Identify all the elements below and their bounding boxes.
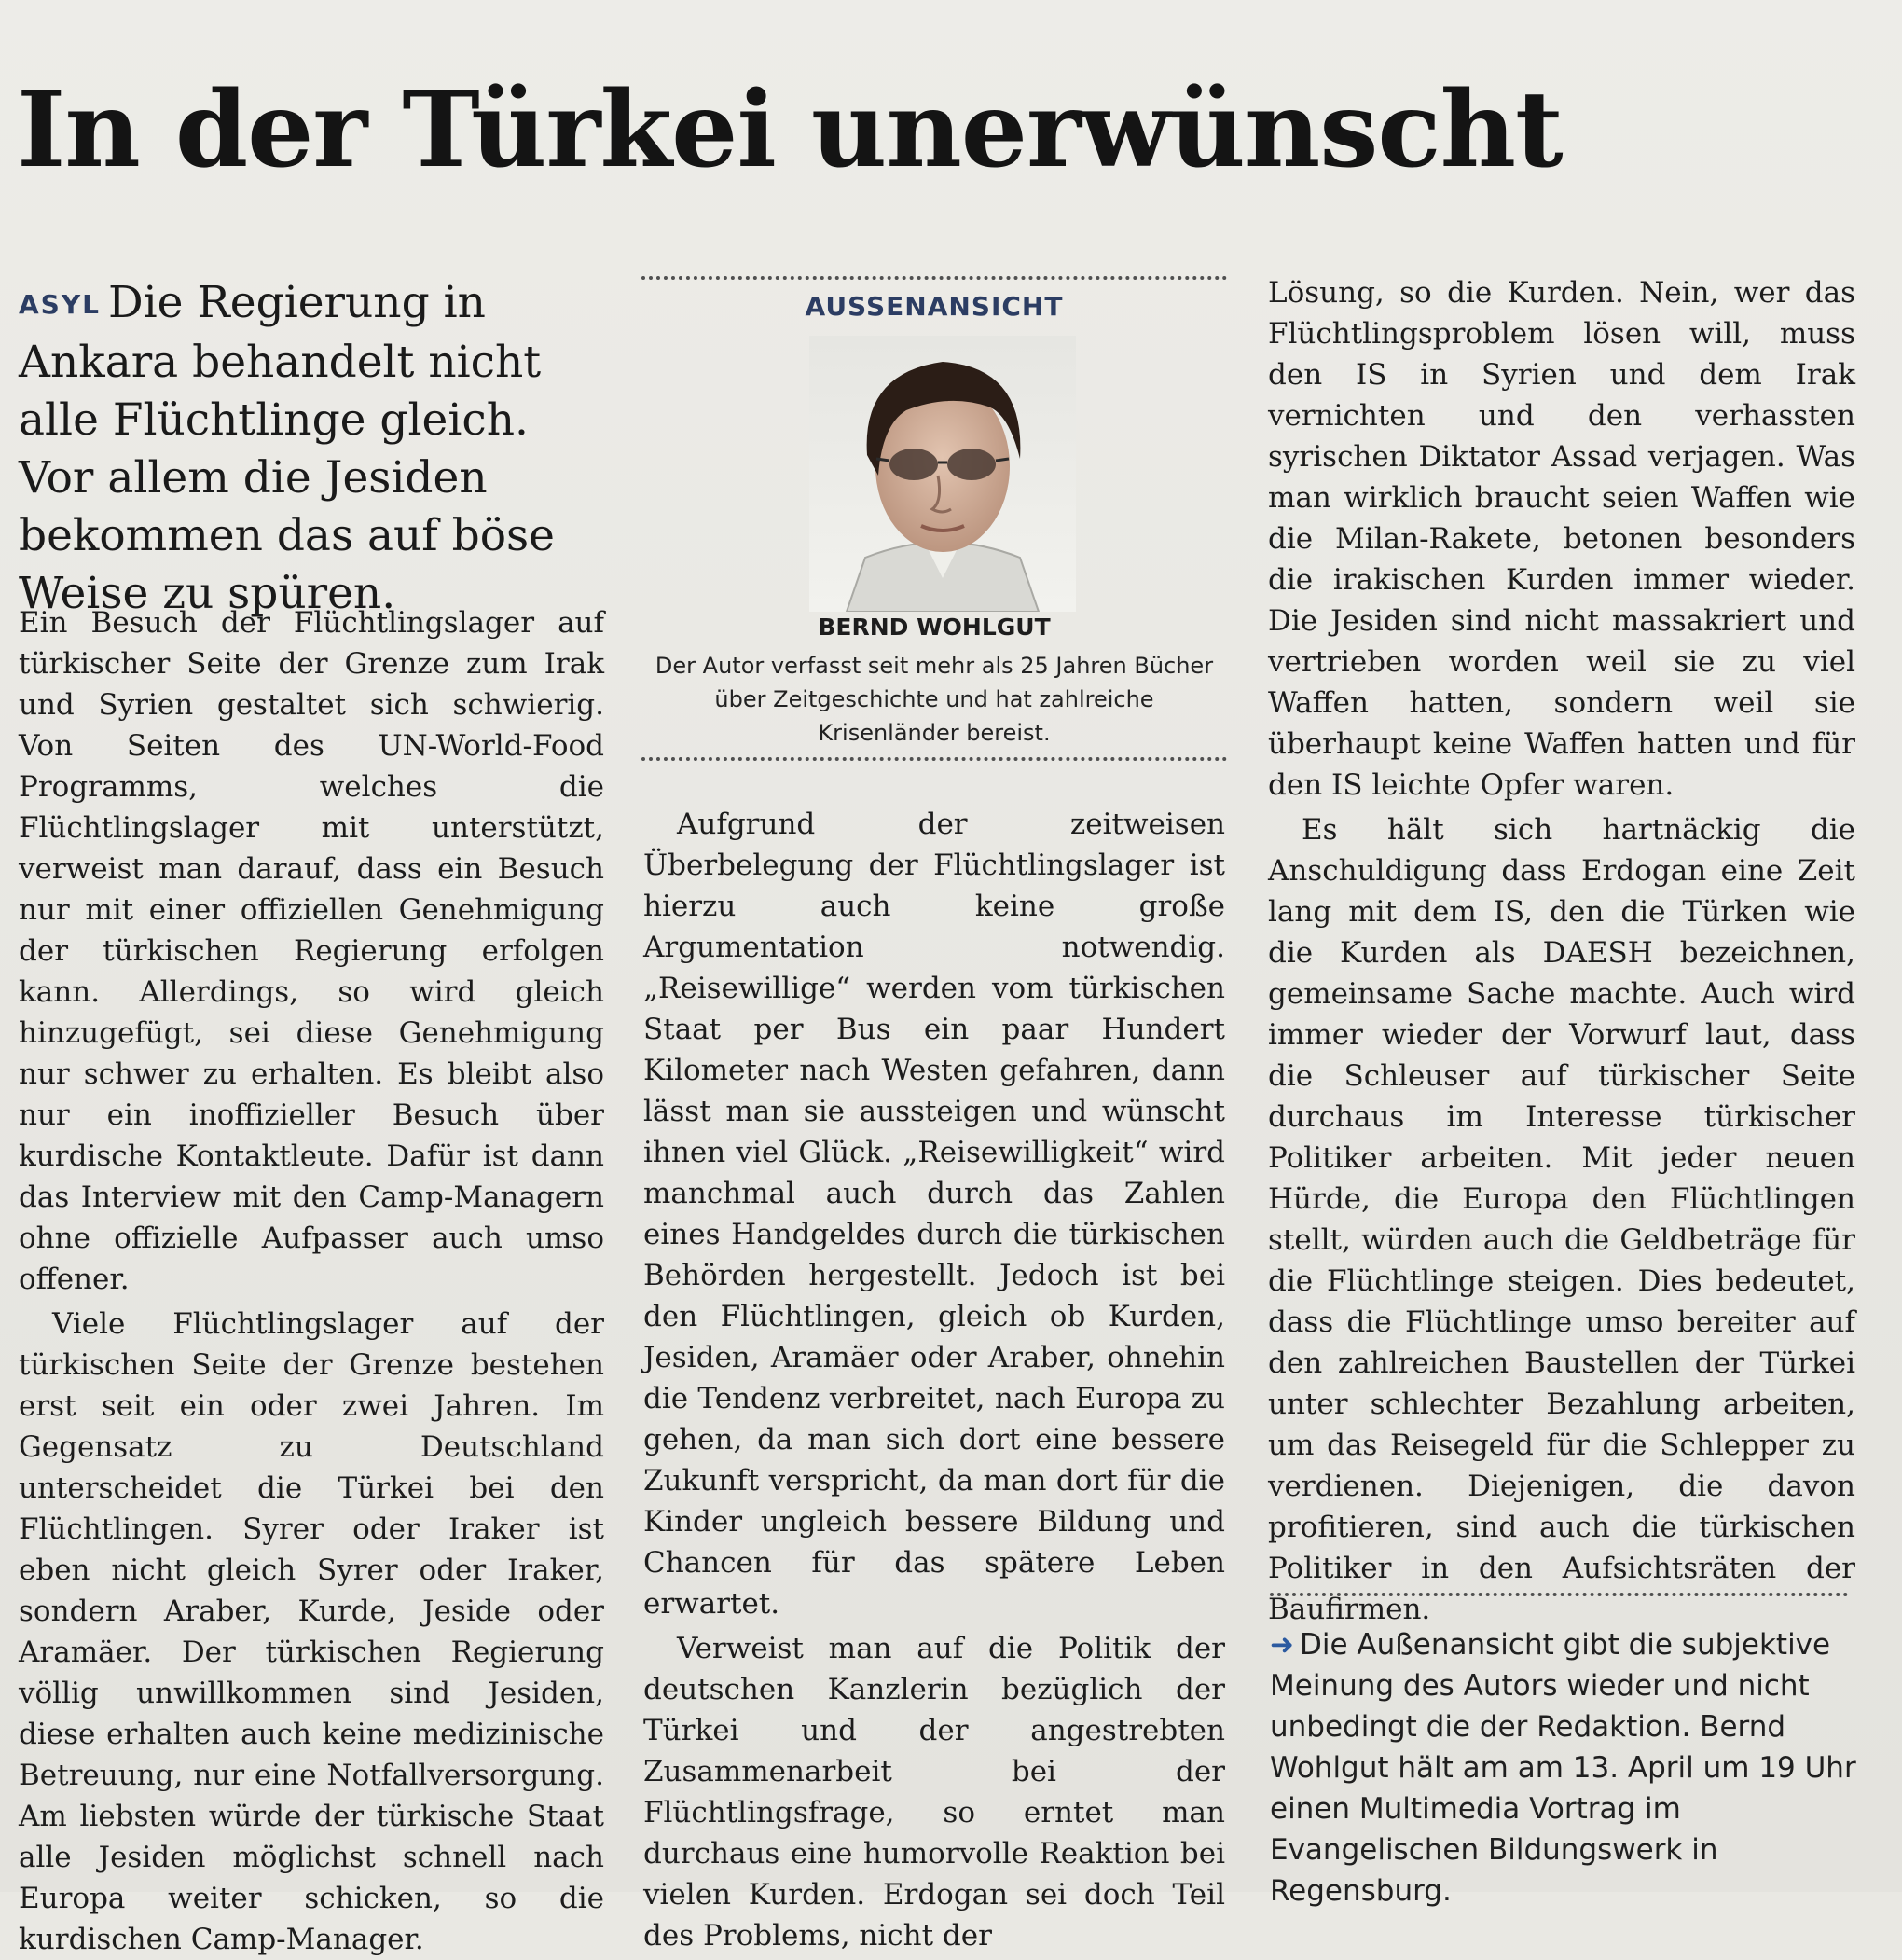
deck	[19, 274, 615, 623]
author-portrait	[809, 336, 1076, 612]
paragraph: Es hält sich hartnäckig die Anschuldigung dass Erdogan eine Zeit lang mit dem IS, den die Türken wie die Kurden als DAESH bezeichnen, gemeinsame Sache machte. Auch wird immer wieder der Vorwurf laut, dass die Schleuser auf türkischer Seite durchaus im Interesse türkischer Politiker arbeiten. Mit jeder neuen Hürde, die Europa den Flüchtlingen stellt, würden auch die Geldbeträge für die Flüchtlinge steigen. Dies bedeutet, dass die Flüchtlinge umso bereiter auf den zahlreichen Baustellen der Türkei unter schlechter Bezahlung arbeiten, um das Reisegeld für die Schlepper zu verdienen. Diejenigen, die davon profitieren, sind auch die türkischen Politiker in den Aufsichtsräten der Baufirmen.	[1268, 813, 1855, 1626]
article-column-1	[19, 602, 604, 1960]
divider	[1270, 1593, 1848, 1596]
note-text: Die Außenansicht gibt die subjektive Meinung des Autors wieder und nicht unbedingt die der Redaktion. Bernd Wohlgut hält am am 13. April um 19 Uhr einen Multimedia Vortrag im Evangelischen Bildungswerk in Regensburg.	[1270, 1628, 1856, 1908]
section-label: AUSSENANSICHT	[805, 291, 1064, 322]
paragraph: Viele Flüchtlingslager auf der türkischen Seite der Grenze bestehen erst seit ein oder zwei Jahren. Im Gegensatz zu Deutschland unterscheidet die Türkei bei den Flüchtlingen. Syrer oder Iraker ist eben nicht gleich Syrer oder Iraker, sondern Araber, Kurde, Jeside oder Aramäer. Der türkischen Regierung völlig unwillkommen sind Jesiden, diese erhalten auch keine medizinische Betreuung, nur eine Notfallversorgung. Am liebsten würde der türkische Staat alle Jesiden möglichst schnell nach Europa weiter schicken, so die kurdischen Camp-Manager.	[19, 1307, 604, 1956]
paragraph: Lösung, so die Kurden. Nein, wer das Flüchtlingsproblem lösen will, muss den IS in Syrien und dem Irak vernichten und den verhassten syrischen Diktator Assad verjagen. Was man wirklich braucht seien Waffen wie die Milan-Rakete, betonen besonders die irakischen Kurden immer wieder. Die Jesiden sind nicht massakriert und vertrieben worden weil sie zu viel Waffen hatten, sondern weil sie überhaupt keine Waffen hatten und für den IS leichte Opfer waren.	[1268, 276, 1855, 802]
editorial-note	[1270, 1624, 1857, 1912]
author-box	[641, 278, 1227, 755]
paragraph: Aufgrund der zeitweisen Überbelegung der Flüchtlingslager ist hierzu auch keine große Argumentation notwendig. „Reisewillige“ werden vom türkischen Staat per Bus ein paar Hundert Kilometer nach Westen gefahren, dann lässt man sie aussteigen und wünscht ihnen viel Glück. „Reisewilligkeit“ wird manchmal auch durch das Zahlen eines Handgeldes durch die türkischen Behörden hergestellt. Jedoch ist bei den Flüchtlingen, gleich ob Kurden, Jesiden, Aramäer oder Araber, ohnehin die Tendenz verbreitet, nach Europa zu gehen, da man sich dort eine bessere Zukunft verspricht, da man dort für die Kinder ungleich bessere Bildung und Chancen für das spätere Leben erwartet.	[643, 807, 1225, 1621]
kicker: ASYL	[19, 289, 101, 320]
paragraph: Verweist man auf die Politik der deutschen Kanzlerin bezüglich der Türkei und der angestrebten Zusammenarbeit bei der Flüchtlingsfrage, so erntet man durchaus eine humorvolle Reaktion bei vielen Kurden. Erdogan sei doch Teil des Problems, nicht der	[643, 1632, 1225, 1953]
article-column-2	[643, 800, 1225, 1956]
divider	[641, 757, 1227, 761]
headline: In der Türkei unerwünscht	[17, 69, 1563, 191]
author-name: BERND WOHLGUT	[818, 614, 1051, 641]
arrow-right-icon: ➜	[1270, 1628, 1294, 1662]
paragraph: Ein Besuch der Flüchtlingslager auf türkischer Seite der Grenze zum Irak und Syrien gestaltet sich schwierig. Von Seiten des UN-World-Food Programms, welches die Flüchtlingslager mit unterstützt, verweist man darauf, dass ein Besuch nur mit einer offiziellen Genehmigung der türkischen Regierung erfolgen kann. Allerdings, so wird gleich hinzugefügt, sei diese Genehmigung nur schwer zu erhalten. Es bleibt also nur ein inoffizieller Besuch über kurdische Kontaktleute. Dafür ist dann das Interview mit den Camp-Managern ohne offizielle Aufpasser auch umso offener.	[19, 606, 604, 1296]
deck-text: Die Regierung in Ankara behandelt nicht alle Flüchtlinge gleich. Vor allem die Jesiden bekommen das auf böse Weise zu spüren.	[19, 277, 555, 619]
author-bio: Der Autor verfasst seit mehr als 25 Jahren Bücher über Zeitgeschichte und hat zahlreiche Krisenländer bereist.	[655, 653, 1214, 746]
article-column-3	[1268, 272, 1855, 1630]
